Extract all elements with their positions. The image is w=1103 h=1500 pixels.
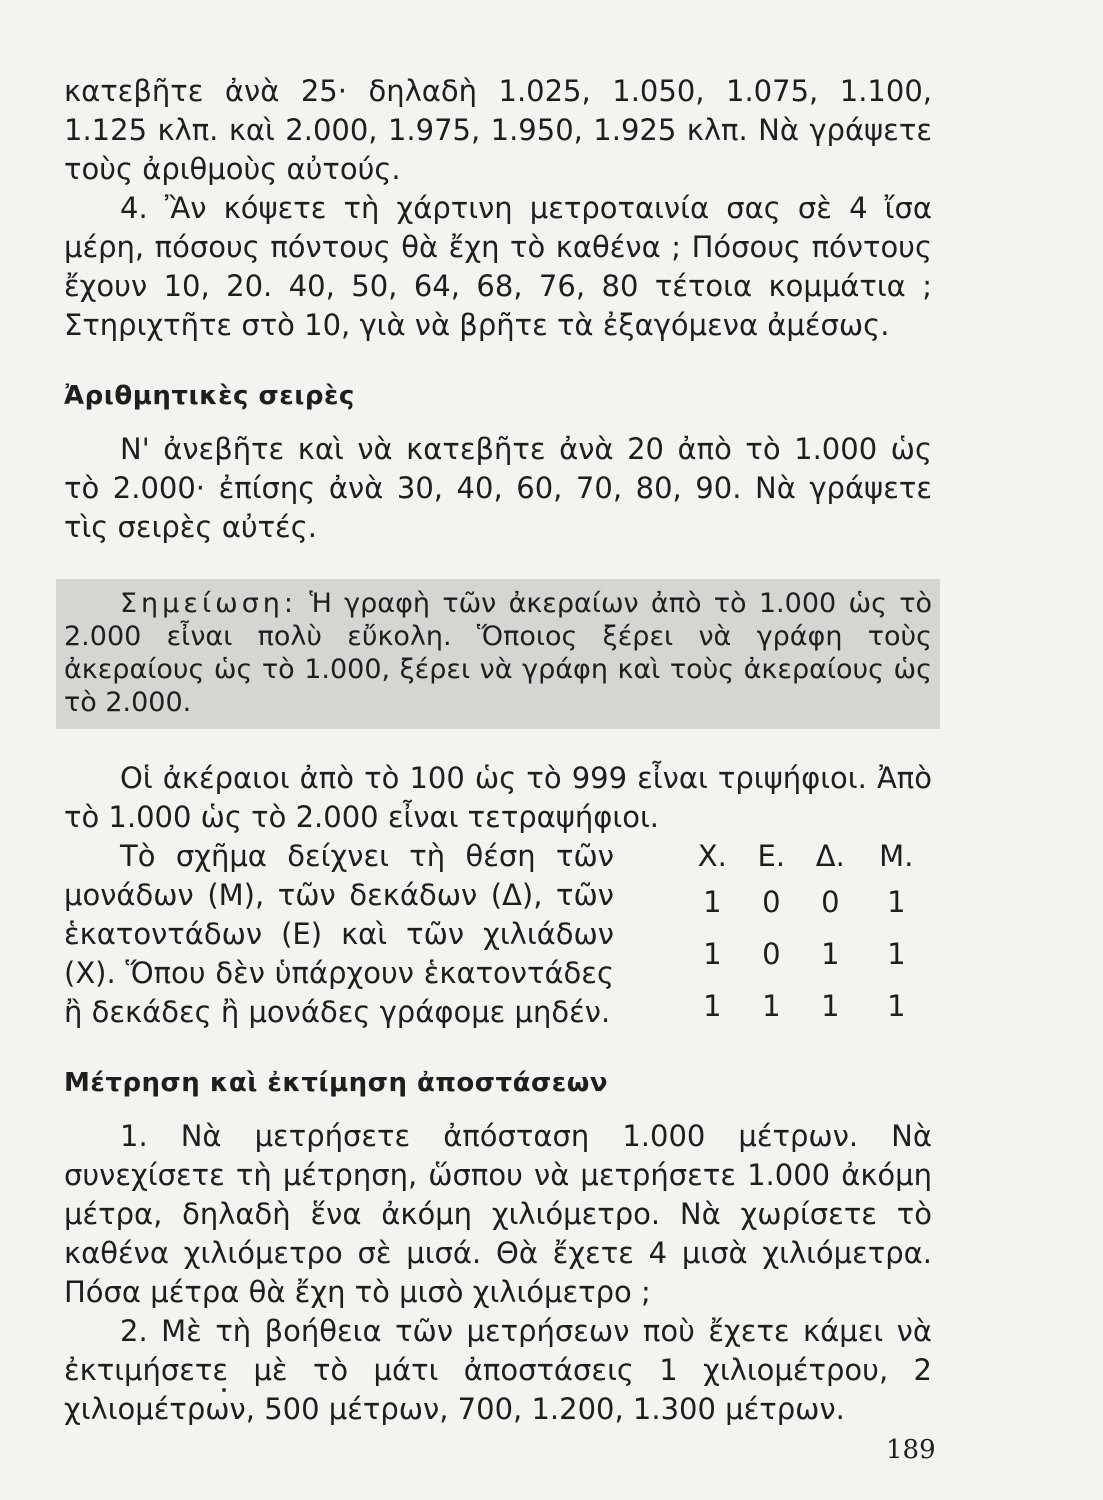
- note-box: [56, 579, 940, 729]
- page-content: [64, 72, 932, 1429]
- table-cell: 1: [703, 936, 722, 971]
- exercise-1-distance: 1. Νὰ μετρήσετε ἀπόσταση 1.000 μέτρων. Νὰ συνεχίσετε τὴ μέτρηση, ὥσπου νὰ μετρήσετε 1.000 ἀκόμη μέτρα, δηλαδὴ ἕνα ἀκόμη χιλιόμετρο. Νὰ χωρίσετε τὸ καθένα χιλιόμετρο σὲ μισά. Θὰ ἔχετε 4 μισὰ χιλιόμετρα. Πόσα μέτρα θὰ ἔχη τὸ μισὸ χιλιόμετρο ;: [64, 1119, 932, 1309]
- exercise-4: 4. Ἂν κόψετε τὴ χάρτινη μετροταινία σας σὲ 4 ἴσα μέρη, πόσους πόντους θὰ ἔχη τὸ καθένα ; Πόσους πόντους ἔχουν 10, 20. 40, 50, 64, 68, 76, 80 τέτοια κομμάτια ; Στηριχτῆτε στὸ 10, γιὰ νὰ βρῆτε τὰ ἐξαγόμενα ἀμέσως.: [64, 191, 932, 342]
- table-cell: 0: [762, 884, 781, 919]
- place-value-section: [64, 837, 932, 1032]
- header-thousands: Χ.: [697, 839, 727, 873]
- note-paragraph: [64, 587, 932, 719]
- exercise-2-distance: 2. Μὲ τὴ βοήθεια τῶν μετρήσεων ποὺ ἔχετε κάμει νὰ ἐκτιμήσετε μὲ τὸ μάτι ἀποστάσεις 1 χιλιομέτρου, 2 χιλιομέτρων, 500 μέτρων, 700, 1.200, 1.300 μέτρων.: [64, 1314, 932, 1426]
- table-cell: 1: [762, 988, 781, 1023]
- table-cell: 1: [821, 988, 840, 1023]
- heading-distance-measurement: Μέτρηση καὶ ἐκτίμηση ἀποστάσεων: [64, 1068, 609, 1098]
- table-row: [682, 876, 932, 928]
- place-value-paragraph: Τὸ σχῆμα δείχνει τὴ θέση τῶν μονάδων (Μ), τῶν δεκάδων (Δ), τῶν ἑκατοντάδων (Ε) καὶ τῶν χιλιάδων (Χ). Ὅπου δὲν ὑπάρχουν ἑκατοντάδες ἢ δεκάδες ἢ μονάδες γράφομε μηδέν.: [64, 839, 614, 1029]
- table-cell: 1: [887, 988, 906, 1023]
- header-hundreds: Ε.: [757, 839, 786, 873]
- print-speck: [222, 1388, 226, 1392]
- table-row: [682, 928, 932, 980]
- table-cell: 1: [887, 936, 906, 971]
- place-value-text-column: [64, 837, 614, 1032]
- header-tens: Δ.: [815, 839, 845, 873]
- table-cell: 0: [821, 884, 840, 919]
- table-cell: 1: [887, 884, 906, 919]
- table-cell: 1: [703, 988, 722, 1023]
- table-cell: 1: [703, 884, 722, 919]
- heading-arithmetic-series: Ἀριθμητικὲς σειρὲς: [64, 381, 355, 411]
- paragraph-arithmetic-series: Ν' ἀνεβῆτε καὶ νὰ κατεβῆτε ἀνὰ 20 ἀπὸ τὸ 1.000 ὡς τὸ 2.000· ἐπίσης ἀνὰ 30, 40, 60, 70, 80, 90. Νὰ γράψετε τὶς σειρὲς αὐτές.: [64, 432, 932, 544]
- table-cell: 0: [762, 936, 781, 971]
- place-value-table: [682, 837, 932, 1032]
- table-cell: 1: [821, 936, 840, 971]
- table-row: [682, 980, 932, 1032]
- place-value-header-row: [682, 837, 932, 876]
- page-number: 189: [886, 1435, 936, 1465]
- note-text: Ἡ γραφὴ τῶν ἀκεραίων ἀπὸ τὸ 1.000 ὡς τὸ 2.000 εἶναι πολὺ εὔκολη. Ὅποιος ξέρει νὰ γράφη τοὺς ἀκεραίους ὡς τὸ 1.000, ξέρει νὰ γράφη καὶ τοὺς ἀκεραίους ὡς τὸ 2.000.: [64, 588, 932, 718]
- paragraph-integers: Οἱ ἀκέραιοι ἀπὸ τὸ 100 ὡς τὸ 999 εἶναι τριψήφιοι. Ἀπὸ τὸ 1.000 ὡς τὸ 2.000 εἶναι τετραψήφιοι.: [64, 761, 932, 834]
- note-label: Σημείωση:: [120, 588, 298, 619]
- header-units: Μ.: [879, 839, 914, 873]
- paragraph-series-25: κατεβῆτε ἀνὰ 25· δηλαδὴ 1.025, 1.050, 1.075, 1.100, 1.125 κλπ. καὶ 2.000, 1.975, 1.950, 1.925 κλπ. Νὰ γράψετε τοὺς ἀριθμοὺς αὐτούς.: [64, 74, 932, 186]
